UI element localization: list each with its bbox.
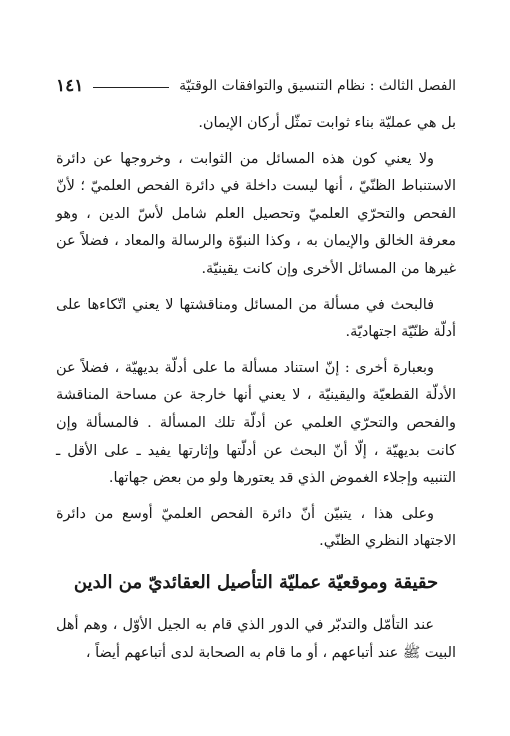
chapter-title: الفصل الثالث : نظام التنسيق والتوافقات الوقتيّة — [179, 78, 456, 94]
paragraph: ولا يعني كون هذه المسائل من الثوابت ، وخروجها عن دائرة الاستنباط الظنّيّ ، أنها ليست داخلة في دائرة الفحص العلميّ ؛ لأنّ الفحص والتحرّي العلميّ وتحصيل العلم شامل لأسّ الدين ، وهو معرفة الخالق والإيمان به ، وكذا النبوّة والرسالة والمعاد ، فضلاً عن غيرها من المسائل الأخرى وإن كانت يقينيّة. — [56, 150, 456, 277]
header-rule — [93, 87, 169, 88]
paragraph: وعلى هذا ، يتبيّن أنّ دائرة الفحص العلميّ أوسع من دائرة الاجتهاد النظري الظنّي. — [56, 505, 456, 550]
paragraph: فالبحث في مسألة من المسائل ومناقشتها لا يعني اتّكاءها على أدلّة ظنّيّة اجتهاديّة. — [56, 296, 456, 341]
paragraph: وبعبارة أخرى : إنّ استناد مسألة ما على أدلّة بديهيّة ، فضلاً عن الأدلّة القطعيّة واليقينيّة ، لا يعني أنها خارجة عن مساحة المناقشة والفحص والتحرّي العلمي عن أدلّة تلك المسألة . فالمسألة وإن كانت بديهيّة ، إلّا أنّ البحث عن أدلّتها وإثارتها يفيد ـ على الأقل ـ التنبيه وإجلاء الغموض الذي قد يعتورها ولو من بعض جهاتها. — [56, 359, 456, 487]
section-heading: حقيقة وموقعيّة عمليّة التأصيل العقائديّ من الدين — [73, 571, 439, 593]
page-body — [56, 110, 456, 675]
paragraph: عند التأمّل والتدبّر في الدور الذي قام به الجيل الأوّل ، وهم أهل البيت ﷺ عند أتباعهم ، أو ما قام به الصحابة لدى أتباعهم أيضاً ، — [56, 616, 456, 661]
running-header — [56, 76, 456, 96]
paragraph-continuation: بل هي عمليّة بناء ثوابت تمثّل أركان الإيمان. — [198, 115, 456, 131]
page-number: ١٤١ — [56, 76, 84, 96]
